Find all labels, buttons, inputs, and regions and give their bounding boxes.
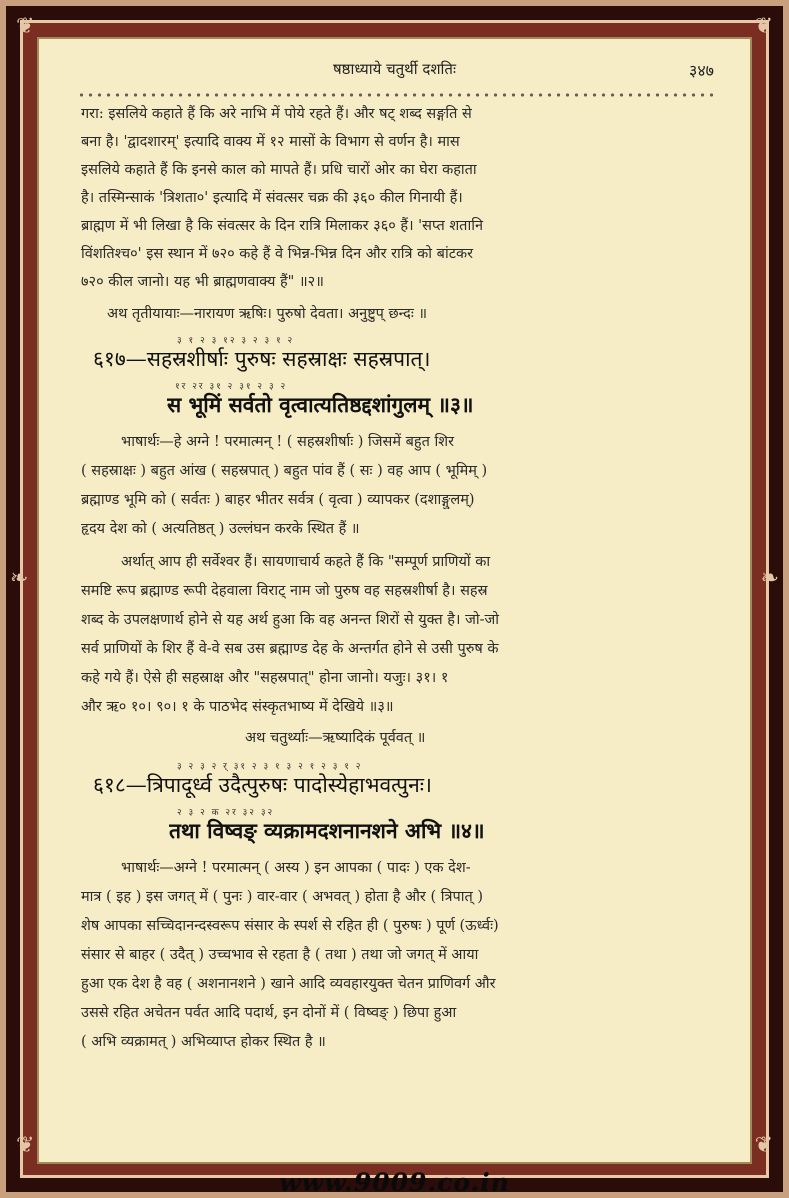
bhashartha-line: हुआ एक देश है वह ( अशनानशने ) खाने आदि व्यवहारयुक्त चेतन प्राणिवर्ग और: [81, 976, 496, 992]
flourish-icon: ❦: [16, 1133, 35, 1158]
mantra-line: तथा विष्वङ् व्यक्रामदशनानशने अभि ॥४॥: [169, 818, 485, 843]
section-heading: अथ तृतीयायाः—नारायण ऋषिः। पुरुषो देवता। अनुष्टुप् छन्दः ॥: [107, 306, 428, 322]
mantra-line: ६१८—त्रिपादूर्ध्व उदैत्पुरुषः पादोस्येहाभवत्पुनः।: [93, 773, 432, 797]
svara-marks: २ ३ २ क २र ३२ ३२: [177, 808, 275, 818]
text-line: शब्द के उपलक्षणार्थ होने से यह अर्थ हुआ कि वह अनन्त शिरों से युक्त है। जो-जो: [81, 612, 500, 628]
text-line: सर्व प्राणियों के शिर हैं वे-वे सब उस ब्रह्माण्ड देह के अन्तर्गत होने से उसी पुरुष के: [81, 641, 499, 657]
bhashartha-line: मात्र ( इह ) इस जगत् में ( पुनः ) वार-वार ( अभवत् ) होता है और ( त्रिपात् ): [81, 889, 484, 905]
bhashartha-line: भाषार्थः—अग्ने ! परमात्मन् ( अस्य ) इन आपका ( पादः ) एक देश-: [121, 860, 471, 876]
flourish-icon: ❧: [760, 566, 779, 591]
text-line: कहे गये हैं। ऐसे ही सहस्राक्ष और "सहस्रपात्" होना जानो। यजुः। ३१। १: [81, 670, 449, 686]
header-divider: [77, 91, 717, 99]
bhashartha-line: उससे रहित अचेतन पर्वत आदि पदार्थ, इन दोनों में ( विष्वङ् ) छिपा हुआ: [81, 1005, 457, 1021]
book-page: [37, 37, 752, 1164]
page-number: ३४७: [689, 61, 714, 80]
site-url[interactable]: www.9009.co.in: [279, 1168, 510, 1197]
text-line: गरा: इसलिये कहाते हैं कि अरे नाभि में पोये रहते हैं। और षट् शब्द सङ्गति से: [81, 106, 472, 122]
text-line: बना है। 'द्वादशारम्' इत्यादि वाक्य में १२ मासों के विभाग से वर्णन है। मास: [81, 134, 460, 150]
mantra-line: ६१७—सहस्रशीर्षाः पुरुषः सहस्राक्षः सहस्रपात्।: [93, 347, 431, 371]
svara-marks: ३ २ ३ २ र् ३१ २ ३ १ ३ २ १ २ ३ १ २: [177, 762, 363, 772]
section-heading: अथ चतुर्थ्याः—ऋष्यादिकं पूर्ववत् ॥: [245, 730, 426, 746]
bhashartha-line: हृदय देश को ( अत्यतिष्ठत् ) उल्लंघन करके स्थित हैं ॥: [81, 521, 360, 537]
bhashartha-line: ( अभि व्यक्रामत् ) अभिव्याप्त होकर स्थित है ॥: [81, 1034, 326, 1050]
flourish-icon: ❦: [754, 14, 773, 39]
mantra-line: स भूमिं सर्वतो वृत्वात्यतिष्ठद्दशांगुलम् ॥३॥: [167, 392, 474, 417]
text-line: और ऋ० १०। ९०। १ के पाठभेद संस्कृतभाष्य में देखिये ॥३॥: [81, 699, 394, 715]
text-line: अर्थात् आप ही सर्वेश्वर हैं। सायणाचार्य कहते हैं कि "सम्पूर्ण प्राणियों का: [121, 554, 491, 570]
text-line: ७२० कील जानो। यह भी ब्राह्मणवाक्य हैं" ॥२॥: [81, 274, 324, 290]
bhashartha-line: संसार से बाहर ( उदैत् ) उच्चभाव से रहता है ( तथा ) तथा जो जगत् में आया: [81, 947, 479, 963]
flourish-icon: ❦: [16, 14, 35, 39]
flourish-icon: ❦: [754, 1133, 773, 1158]
text-line: विंशतिश्च०' इस स्थान में ७२० कहे हैं वे भिन्न-भिन्न दिन और रात्रि को बांटकर: [81, 246, 474, 262]
flourish-icon: ❧: [10, 566, 29, 591]
text-line: है। तस्मिन्साकं 'त्रिशता०' इत्यादि में संवत्सर चक्र की ३६० कील गिनायी हैं।: [81, 190, 463, 206]
bhashartha-line: भाषार्थः—हे अग्ने ! परमात्मन् ! ( सहस्रशीर्षाः ) जिसमें बहुत शिर: [121, 434, 455, 450]
bhashartha-line: ब्रह्माण्ड भूमि को ( सर्वतः ) बाहर भीतर सर्वत्र ( वृत्वा ) व्यापकर (दशाङ्गुलम्): [81, 492, 475, 508]
svara-marks: ३ १ २ ३ १२ ३ २ ३ १ २: [177, 336, 295, 346]
text-line: इसलिये कहाते हैं कि इनसे काल को मापते हैं। प्रधि चारों ओर का घेरा कहाता: [81, 162, 477, 178]
page-header: [37, 59, 752, 87]
text-line: ब्राह्मण में भी लिखा है कि संवत्सर के दिन रात्रि मिलाकर ३६० हैं। 'सप्त शतानि: [81, 218, 483, 234]
text-line: समष्टि रूप ब्रह्माण्ड रूपी देहवाला विराट् नाम जो पुरुष वह सहस्रशीर्षा है। सहस्र: [81, 583, 488, 599]
chapter-title: षष्ठाध्याये चतुर्थी दशतिः: [332, 60, 457, 78]
bhashartha-line: ( सहस्राक्षः ) बहुत आंख ( सहस्रपात् ) बहुत पांव हैं ( सः ) वह आप ( भूमिम् ): [81, 463, 488, 479]
svara-marks: १र २र ३१ २ ३१ २ ३ २: [175, 382, 288, 392]
bhashartha-line: शेष आपका सच्चिदानन्दस्वरूप संसार के स्पर्श से रहित ही ( पुरुषः ) पूर्ण (ऊर्ध्वः): [81, 918, 499, 934]
